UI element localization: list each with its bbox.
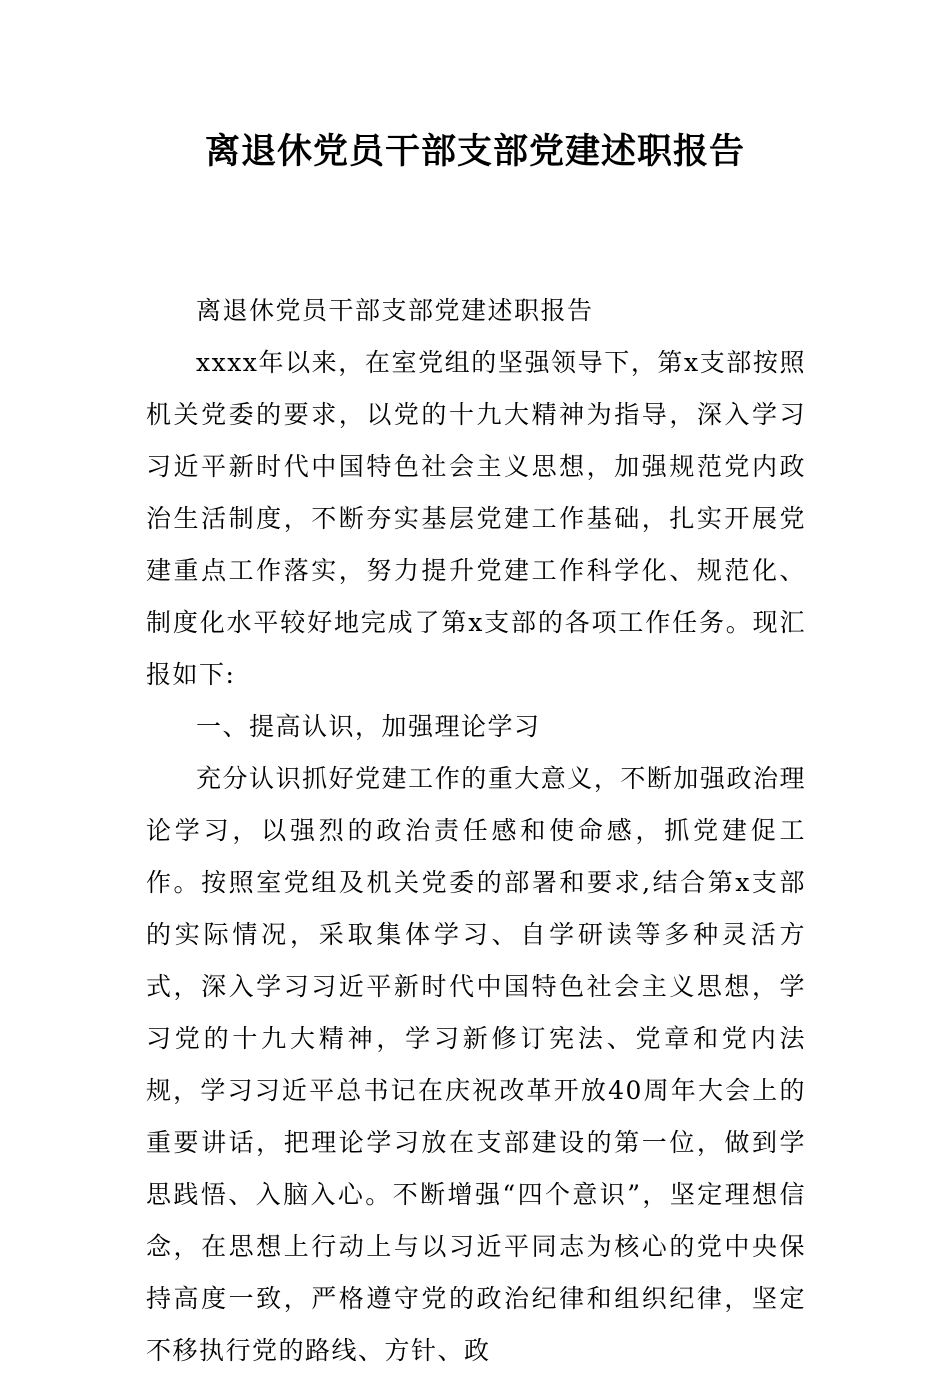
section-heading: 一、提高认识，加强理论学习 [196,712,541,741]
body-subtitle: 离退休党员干部支部党建述职报告 [196,296,594,325]
document-body [146,285,806,1377]
section-paragraph: 充分认识抓好党建工作的重大意义，不断加强政治理论学习，以强烈的政治责任感和使命感，抓党建促工作。按照室党组及机关党委的部署和要求,结合第x支部的实际情况，采取集体学习、自学研读等多种灵活方式，深入学习习近平新时代中国特色社会主义思想，学习党的十九大精神，学习新修订宪法、党章和党内法规，学习习近平总书记在庆祝改革开放40周年大会上的重要讲话，把理论学习放在支部建设的第一位，做到学思践悟、入脑入心。不断增强“四个意识”，坚定理想信念，在思想上行动上与以习近平同志为核心的党中央保持高度一致，严格遵守党的政治纪律和组织纪律，坚定不移执行党的路线、方针、政 [146,764,806,1365]
document-title: 离退休党员干部支部党建述职报告 [204,131,745,172]
intro-paragraph: xxxx年以来，在室党组的坚强领导下，第x支部按照机关党委的要求，以党的十九大精神为指导，深入学习习近平新时代中国特色社会主义思想，加强规范党内政治生活制度，不断夯实基层党建工作基础，扎实开展党建重点工作落实，努力提升党建工作科学化、规范化、制度化水平较好地完成了第x支部的各项工作任务。现汇报如下: [146,348,806,689]
